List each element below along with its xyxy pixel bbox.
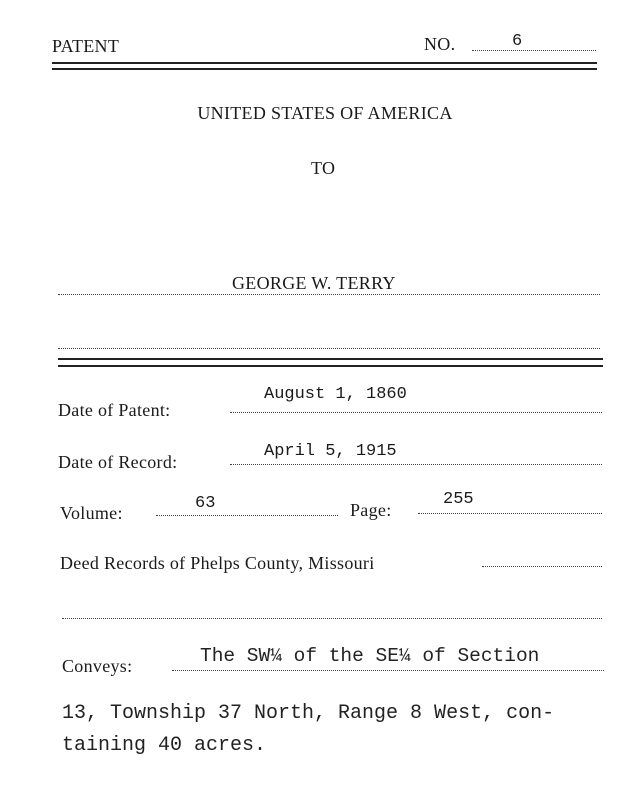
- description-line-2: 13, Township 37 North, Range 8 West, con-: [62, 702, 555, 725]
- to-label: TO: [311, 158, 336, 178]
- section-rule-top: [58, 358, 603, 360]
- number-label: NO.: [424, 34, 456, 54]
- date-of-patent-value: August 1, 1860: [264, 385, 407, 404]
- grantee-name: GEORGE W. TERRY: [232, 273, 396, 293]
- conveys-line-1: The SW¼ of the SE¼ of Section: [200, 645, 540, 667]
- date-of-patent-label: Date of Patent:: [58, 400, 171, 420]
- section-rule-bottom: [58, 365, 603, 367]
- grantor: UNITED STATES OF AMERICA: [197, 103, 453, 123]
- date-of-record-value: April 5, 1915: [264, 442, 397, 461]
- page-label: Page:: [350, 500, 392, 520]
- patent-heading: PATENT: [52, 36, 120, 56]
- volume-line: [156, 515, 338, 516]
- description-line-3: taining 40 acres.: [62, 734, 267, 757]
- date-of-record-label: Date of Record:: [58, 452, 178, 472]
- header-rule-top: [52, 62, 597, 64]
- deed-records-text: Deed Records of Phelps County, Missouri: [60, 553, 375, 573]
- header-rule-bottom: [52, 68, 597, 70]
- volume-label: Volume:: [60, 503, 123, 523]
- volume-value: 63: [195, 494, 216, 513]
- conveys-line: [172, 670, 604, 671]
- grantee-line-2: [58, 348, 600, 349]
- number-line: [472, 50, 596, 51]
- date-of-record-line: [230, 464, 602, 465]
- page-value: 255: [443, 490, 474, 509]
- number-value: 6: [512, 32, 523, 51]
- deed-records-line: [482, 566, 602, 567]
- conveys-label: Conveys:: [62, 656, 133, 676]
- deed-records-line-2: [62, 618, 602, 619]
- date-of-patent-line: [230, 412, 602, 413]
- grantee-line-1: [58, 294, 600, 295]
- page-line: [418, 513, 602, 514]
